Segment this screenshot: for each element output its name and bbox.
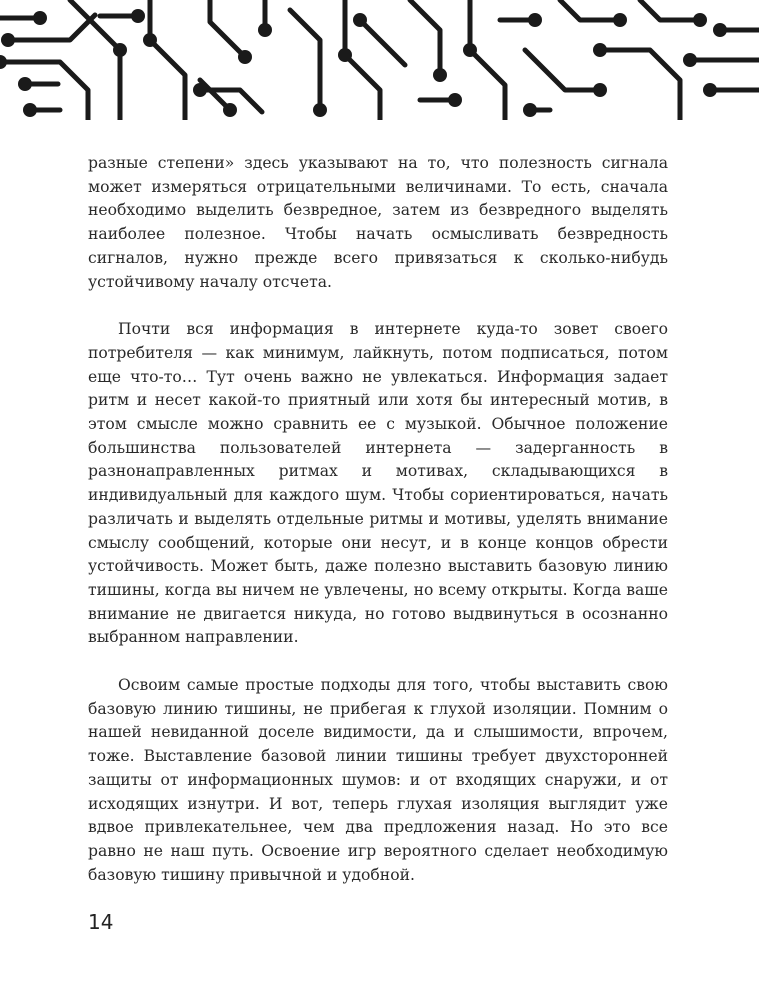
circuit-node (113, 43, 127, 57)
body-text (88, 152, 668, 887)
circuit-trace (600, 50, 680, 120)
circuit-node (593, 43, 607, 57)
circuit-node (193, 83, 207, 97)
paragraph: Освоим самые простые подходы для того, чтобы выставить свою базовую линию тишины, не прибегая к глухой изоляции. Помним о нашей невиданной доселе видимости, да и слышимости, впрочем, тоже. Выставление базовой линии тишины требует двухсторонней защиты от информационных шумов: и от входящих снаружи, и от исходящих изнутри. И вот, теперь глухая изоляция выглядит уже вдвое привлекательнее, чем два предложения назад. Но это все равно не наш путь. Освоение игр вероятного сделает необходимую базовую тишину привычной и удобной. (88, 676, 668, 884)
circuit-node (131, 9, 145, 23)
circuit-node (238, 50, 252, 64)
circuit-node (528, 13, 542, 27)
circuit-node (713, 23, 727, 37)
circuit-trace (525, 50, 600, 90)
paragraph: разные степени» здесь указывают на то, что полезность сигнала может измеряться отрицательными величинами. То есть, сначала необходимо выделить безвредное, затем из безвредного выделять наиболее полезное. Чтобы начать осмысливать безвредность сигналов, нужно прежде всего привязаться к сколько-нибудь устойчивому началу отсчета. (88, 154, 668, 291)
circuit-trace (210, 0, 245, 57)
circuit-node (18, 77, 32, 91)
circuit-node (1, 33, 15, 47)
circuit-node (703, 83, 717, 97)
circuit-node (523, 103, 537, 117)
circuit-trace (640, 0, 700, 20)
circuit-node (258, 23, 272, 37)
circuit-trace (150, 0, 185, 120)
circuit-node (683, 53, 697, 67)
page-number: 14 (88, 910, 114, 934)
circuit-node (433, 68, 447, 82)
circuit-trace (290, 10, 320, 110)
circuit-node (223, 103, 237, 117)
circuit-trace (410, 0, 440, 75)
circuit-node (33, 11, 47, 25)
circuit-node (23, 103, 37, 117)
circuit-node (313, 103, 327, 117)
circuit-node (463, 43, 477, 57)
circuit-node (448, 93, 462, 107)
paragraph: Почти вся информация в интернете куда-то зовет своего потребителя — как минимум, лайкнуть, потом подписаться, потом еще что-то… Тут очень важно не увлекаться. Информация задает ритм и несет какой-то приятный или хотя бы интересный мотив, в этом смысле можно сравнить ее с музыкой. Обычное положение большинства пользователей интернета — задерганность в разнонаправленных ритмах и мотивах, складывающихся в индивидуальный для каждого шум. Чтобы сориентироваться, начать различать и выделять отдельные ритмы и мотивы, уделять внимание смыслу сообщений, которые они несут, и в конце концов обрести устойчивость. Может быть, даже полезно выставить базовую линию тишины, когда вы ничем не увлечены, но всему открыты. Когда ваше внимание не двигается никуда, но готово выдвинуться в осознанно выбранном направлении. (88, 320, 668, 647)
circuit-board-decoration (0, 0, 759, 120)
circuit-node (613, 13, 627, 27)
circuit-node (693, 13, 707, 27)
circuit-node (0, 55, 7, 69)
circuit-trace (560, 0, 620, 20)
circuit-node (353, 13, 367, 27)
circuit-trace (360, 20, 405, 65)
circuit-node (338, 48, 352, 62)
circuit-node (143, 33, 157, 47)
circuit-node (593, 83, 607, 97)
